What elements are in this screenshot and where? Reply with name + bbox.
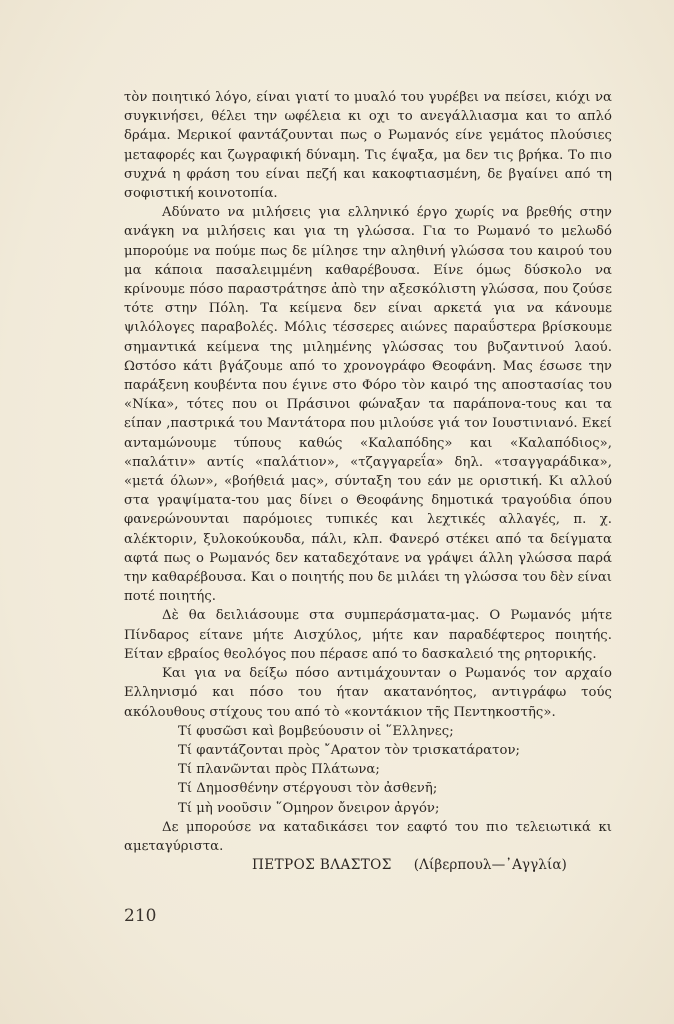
- author-location: (Λίβερπουλ—᾿Αγγλία): [413, 857, 567, 874]
- paragraph-2: Αδύνατο να μιλήσεις για ελληνικό έργο χωρίς να βρεθής στην ανάγκη να μιλήσεις και για τη γλώσσα. Για το Ρωμανό το μελωδό μπορούμε να πούμε πως δε μίλησε την αληθινή γλώσσα του καιρού του μα κάποια πασαλειμμένη καθαρέβουσα. Είνε όμως δύσκολο να κρίνουμε πόσο παραστράτησε ἀπὸ την αξεσκόλιστη γλώσσα, που ζούσε τότε στην Πόλη. Τα κείμενα δεν είναι αρκετά για να κάνουμε ψιλόλογες παραβολές. Μόλις τέσσερες αιώνες παραΰστερα βρίσκουμε σημαντικά κείμενα της μιλημένης γλώσσας του βυζαντινού λαού. Ωστόσο κάτι βγάζουμε από το χρονογράφο Θεοφάνη. Μας έσωσε την παράξενη κουβέντα που έγινε στο Φόρο τὸν καιρό της αποστασίας του «Νίκα», τότες που οι Πράσινοι φώναξαν τα παράπονα-τους και τα είπαν ,παστρικά του Μαντάτορα που μιλούσε γιά τον Ιουστινιανό. Εκεί ανταμώνουμε τύπους καθώς «Καλαπόδης» και «Καλαπόδιος», «παλάτιν» αντίς «παλάτιον», «τζαγγαρεΐα» δηλ. «τσαγγαράδικα», «μετά όλων», «βοήθειά μας», σύνταξη του εάν με οριστική. Κι αλλού στα γραψίματα-του μας δίνει ο Θεοφάνης δημοτικά τραγούδια όπου φανερώνουνται παρόμοιες τυπικές και λεχτικές αλλαγές, π. χ. αλέκτοριν, ξυλοκούκουδα, πάλι, κλπ. Φανερό στέκει από τα δείγματα αφτά πως ο Ρωμανός δεν καταδεχότανε να γράψει άλλη γλώσσα παρά την καθαρέβουσα. Και ο ποιητής που δε μιλάει τη γλώσσα του δὲν είναι ποτέ ποιητής.: [124, 205, 612, 605]
- paragraph-1: τὸν ποιητικό λόγο, είναι γιατί το μυαλό του γυρέβει να πείσει, κιόχι να συγκινήσει, θέλει την ωφέλεια κι οχι το ανεγάλλιασμα και το απλό δράμα. Μερικοί φαντάζουνται πως ο Ρωμανός είνε γεμάτος πλούσιες μεταφορές και ζωγραφική δύναμη. Τις έψαξα, μα δεν τις βρήκα. Το πιο συχνά η φράση του είναι πεζή και κακοφτιασμένη, δε βγαίνει από τη σοφιστική κοινοτοπία.: [124, 90, 612, 202]
- verse-line: Τί φαντάζονται πρὸς ῎Αρατον τὸν τρισκατάρατον;: [178, 742, 521, 758]
- page-number: 210: [124, 906, 157, 926]
- verse-line: Τί φυσῶσι καὶ βομβεύουσιν οἱ ῞Ελληνες;: [178, 723, 454, 739]
- author-name: ΠΕΤΡΟΣ ΒΛΑΣΤΟΣ: [252, 857, 392, 874]
- verse-block: [124, 722, 612, 818]
- verse-line: Τί πλανῶνται πρὸς Πλάτωνα;: [178, 762, 380, 778]
- article-body: [124, 88, 612, 875]
- verse-line: Τί Δημοσθένην στέργουσι τὸν ἀσθενῆ;: [178, 781, 438, 797]
- closing-paragraph: Δε μπορούσε να καταδικάσει τον εαφτό του πιο τελειωτικά κι αμεταγύριστα.: [124, 819, 612, 854]
- paragraph-4: Και για να δείξω πόσο αντιμάχουνταν ο Ρωμανός τον αρχαίο Ελληνισμό και πόσο του ήταν ακατανόητος, αντιγράφω τούς ακόλουθους στίχους του από τὸ «κοντάκιον τῆς Πεντηκοστῆς».: [124, 666, 612, 720]
- signature: [124, 856, 612, 875]
- paragraph-3: Δὲ θα δειλιάσουμε στα συμπεράσματα-μας. Ο Ρωμανός μήτε Πίνδαρος είτανε μήτε Αισχύλος, μήτε καν παραδέφτερος ποιητής. Είταν εβραίος θεολόγος που πέρασε από το δασκαλειό της ρητορικής.: [124, 608, 612, 662]
- verse-line: Τί μὴ νοοῦσιν ῞Ομηρον ὄνειρον ἀργόν;: [178, 800, 440, 816]
